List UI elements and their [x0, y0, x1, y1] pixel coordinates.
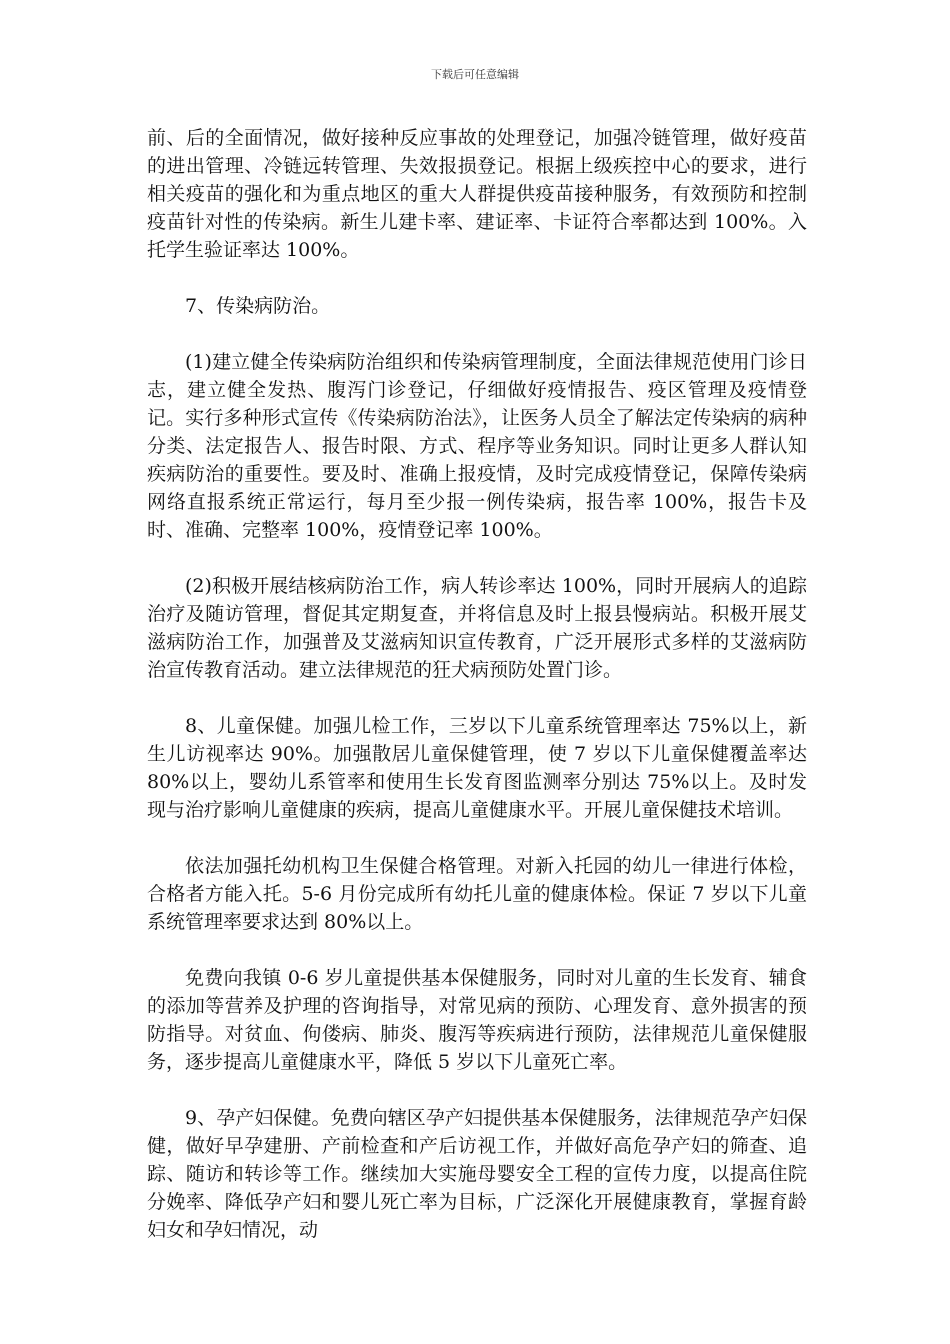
paragraph-child-health: 8、儿童保健。加强儿检工作，三岁以下儿童系统管理率达 75%以上，新生儿访视率达 90%。加强散居儿童保健管理，使 7 岁以下儿童保健覆盖率达 80%以上，婴幼儿系管率和使用生长发育图监测率分别达 75%以上。及时发现与治疗影响儿童健康的疾病，提高儿童健康水平。开展儿童保健技术培训。: [147, 715, 807, 821]
paragraph-maternal-health: 9、孕产妇保健。免费向辖区孕产妇提供基本保健服务，法律规范孕产妇保健，做好早孕建册、产前检查和产后访视工作，并做好高危孕产妇的筛查、追踪、随访和转诊等工作。继续加大实施母婴安全工程的宣传力度，以提高住院分娩率、降低孕产妇和婴儿死亡率为目标，广泛深化开展健康教育，掌握育龄妇女和孕妇情况，动: [147, 1107, 807, 1241]
paragraph-child-free-services: 免费向我镇 0-6 岁儿童提供基本保健服务，同时对儿童的生长发育、辅食的添加等营养及护理的咨询指导，对常见病的预防、心理发育、意外损害的预防指导。对贫血、佝偻病、肺炎、腹泻等疾病进行预防，法律规范儿童保健服务，逐步提高儿童健康水平，降低 5 岁以下儿童死亡率。: [147, 967, 807, 1073]
section-heading-infectious-disease: 7、传染病防治。: [185, 295, 331, 317]
paragraph-kindergarten-health: 依法加强托幼机构卫生保健合格管理。对新入托园的幼儿一律进行体检，合格者方能入托。5-6 月份完成所有幼托儿童的健康体检。保证 7 岁以下儿童系统管理率要求达到 80%以上。: [147, 855, 807, 933]
paragraph-vaccination-continued: 前、后的全面情况，做好接种反应事故的处理登记，加强冷链管理，做好疫苗的进出管理、冷链远转管理、失效报损登记。根据上级疾控中心的要求，进行相关疫苗的强化和为重点地区的重大人群提供疫苗接种服务，有效预防和控制疫苗针对性的传染病。新生儿建卡率、建证率、卡证符合率都达到 100%。入托学生验证率达 100%。: [147, 127, 807, 261]
page-header: 下载后可任意编辑: [431, 68, 519, 81]
document-body: [147, 124, 807, 1272]
paragraph-infectious-disease-2: (2)积极开展结核病防治工作，病人转诊率达 100%，同时开展病人的追踪治疗及随访管理，督促其定期复查，并将信息及时上报县慢病站。积极开展艾滋病防治工作，加强普及艾滋病知识宣传教育，广泛开展形式多样的艾滋病防治宣传教育活动。建立法律规范的狂犬病预防处置门诊。: [147, 575, 807, 681]
paragraph-infectious-disease-1: (1)建立健全传染病防治组织和传染病管理制度，全面法律规范使用门诊日志，建立健全发热、腹泻门诊登记，仔细做好疫情报告、疫区管理及疫情登记。实行多种形式宣传《传染病防治法》，让医务人员全了解法定传染病的病种分类、法定报告人、报告时限、方式、程序等业务知识。同时让更多人群认知疾病防治的重要性。要及时、准确上报疫情，及时完成疫情登记，保障传染病网络直报系统正常运行，每月至少报一例传染病，报告率 100%，报告卡及时、准确、完整率 100%，疫情登记率 100%。: [147, 351, 807, 541]
